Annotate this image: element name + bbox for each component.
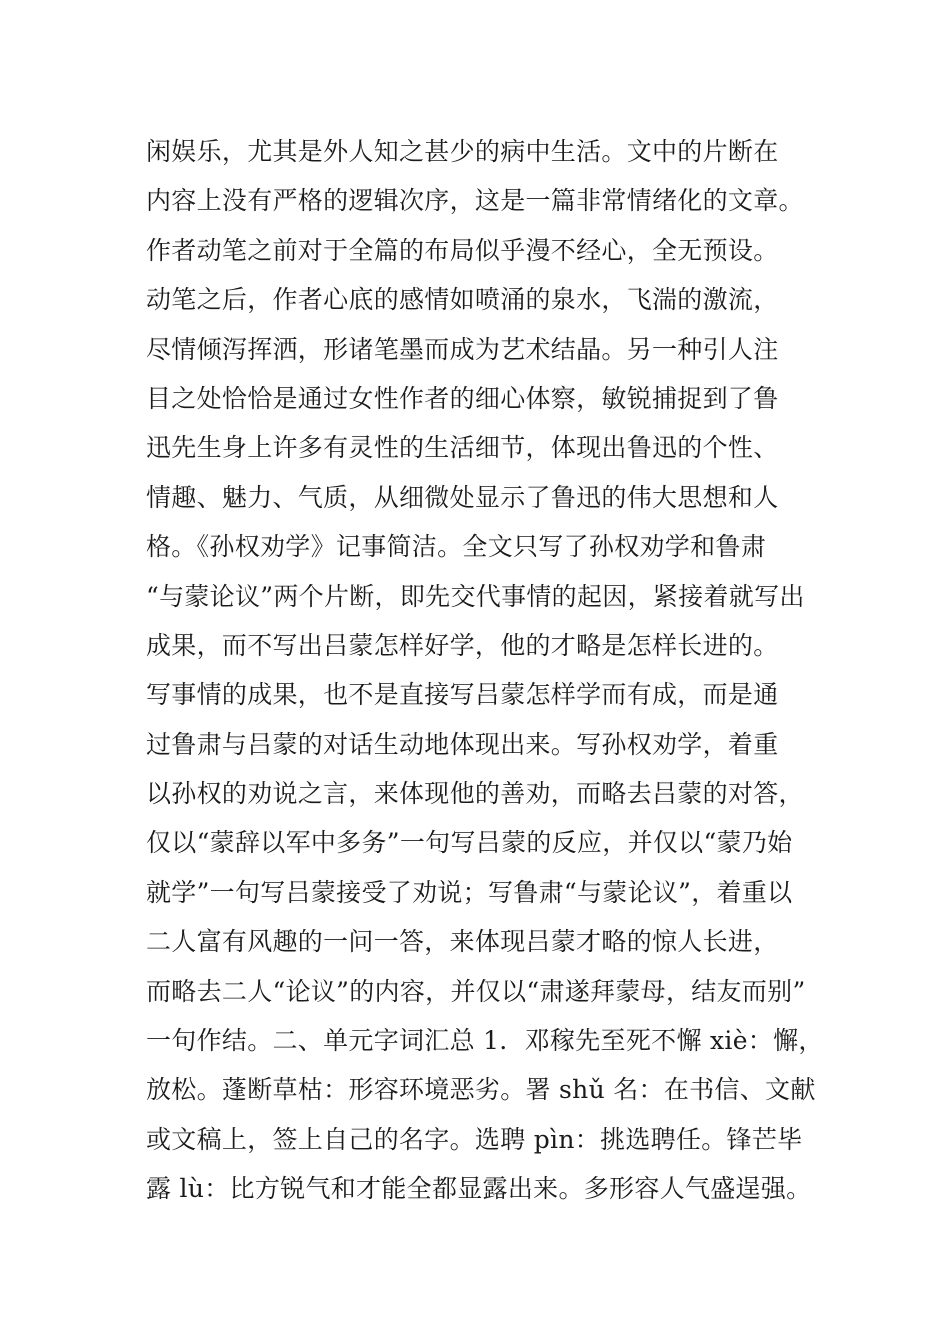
text-line-16: 就学”一句写吕蒙接受了劝说；写鲁肃“与蒙论议”，着重以 <box>146 877 793 907</box>
text-line-1: 闲娱乐，尤其是外人知之甚少的病中生活。文中的片断在 <box>146 137 779 166</box>
body-text <box>146 127 826 1214</box>
text-line-4: 动笔之后，作者心底的感情如喷涌的泉水，飞湍的激流， <box>146 285 779 315</box>
text-line-6: 目之处恰恰是通过女性作者的细心体察，敏锐捕捉到了鲁 <box>146 383 779 413</box>
text-line-15: 仅以“蒙辞以军中多务”一句写吕蒙的反应，并仅以“蒙乃始 <box>146 828 793 858</box>
text-line-20: 放松。蓬断草枯：形容环境恶劣。署 shǔ 名：在书信、文献 <box>146 1075 816 1105</box>
text-line-11: 成果，而不写出吕蒙怎样好学，他的才略是怎样长进的。 <box>146 630 779 660</box>
text-line-8: 情趣、魅力、气质，从细微处显示了鲁迅的伟大思想和人 <box>146 482 779 512</box>
text-line-7: 迅先生身上许多有灵性的生活细节，体现出鲁迅的个性、 <box>146 433 779 463</box>
text-line-12: 写事情的成果，也不是直接写吕蒙怎样学而有成，而是通 <box>146 680 779 710</box>
text-line-10: “与蒙论议”两个片断，即先交代事情的起因，紧接着就写出 <box>146 581 805 611</box>
text-line-18: 而略去二人“论议”的内容，并仅以“肃遂拜蒙母，结友而别” <box>146 976 806 1006</box>
text-line-2: 内容上没有严格的逻辑次序，这是一篇非常情绪化的文章。 <box>146 186 804 216</box>
text-line-13: 过鲁肃与吕蒙的对话生动地体现出来。写孙权劝学，着重 <box>146 729 779 759</box>
text-line-21: 或文稿上，签上自己的名字。选聘 pìn：挑选聘任。锋芒毕 <box>146 1124 803 1154</box>
text-line-19: 一句作结。二、单元字词汇总 1．邓稼先至死不懈 xiè：懈， <box>146 1026 824 1056</box>
text-line-17: 二人富有风趣的一问一答，来体现吕蒙才略的惊人长进， <box>146 927 779 957</box>
text-line-5: 尽情倾泻挥洒，形诸笔墨而成为艺术结晶。另一种引人注 <box>146 334 779 364</box>
text-line-22: 露 lù：比方锐气和才能全都显露出来。多形容人气盛逞强。 <box>146 1174 812 1204</box>
text-line-14: 以孙权的劝说之言，来体现他的善劝，而略去吕蒙的对答， <box>146 779 804 809</box>
text-line-9: 格。《孙权劝学》记事简洁。全文只写了孙权劝学和鲁肃 <box>146 532 767 562</box>
text-line-3: 作者动笔之前对于全篇的布局似乎漫不经心，全无预设。 <box>146 235 779 265</box>
